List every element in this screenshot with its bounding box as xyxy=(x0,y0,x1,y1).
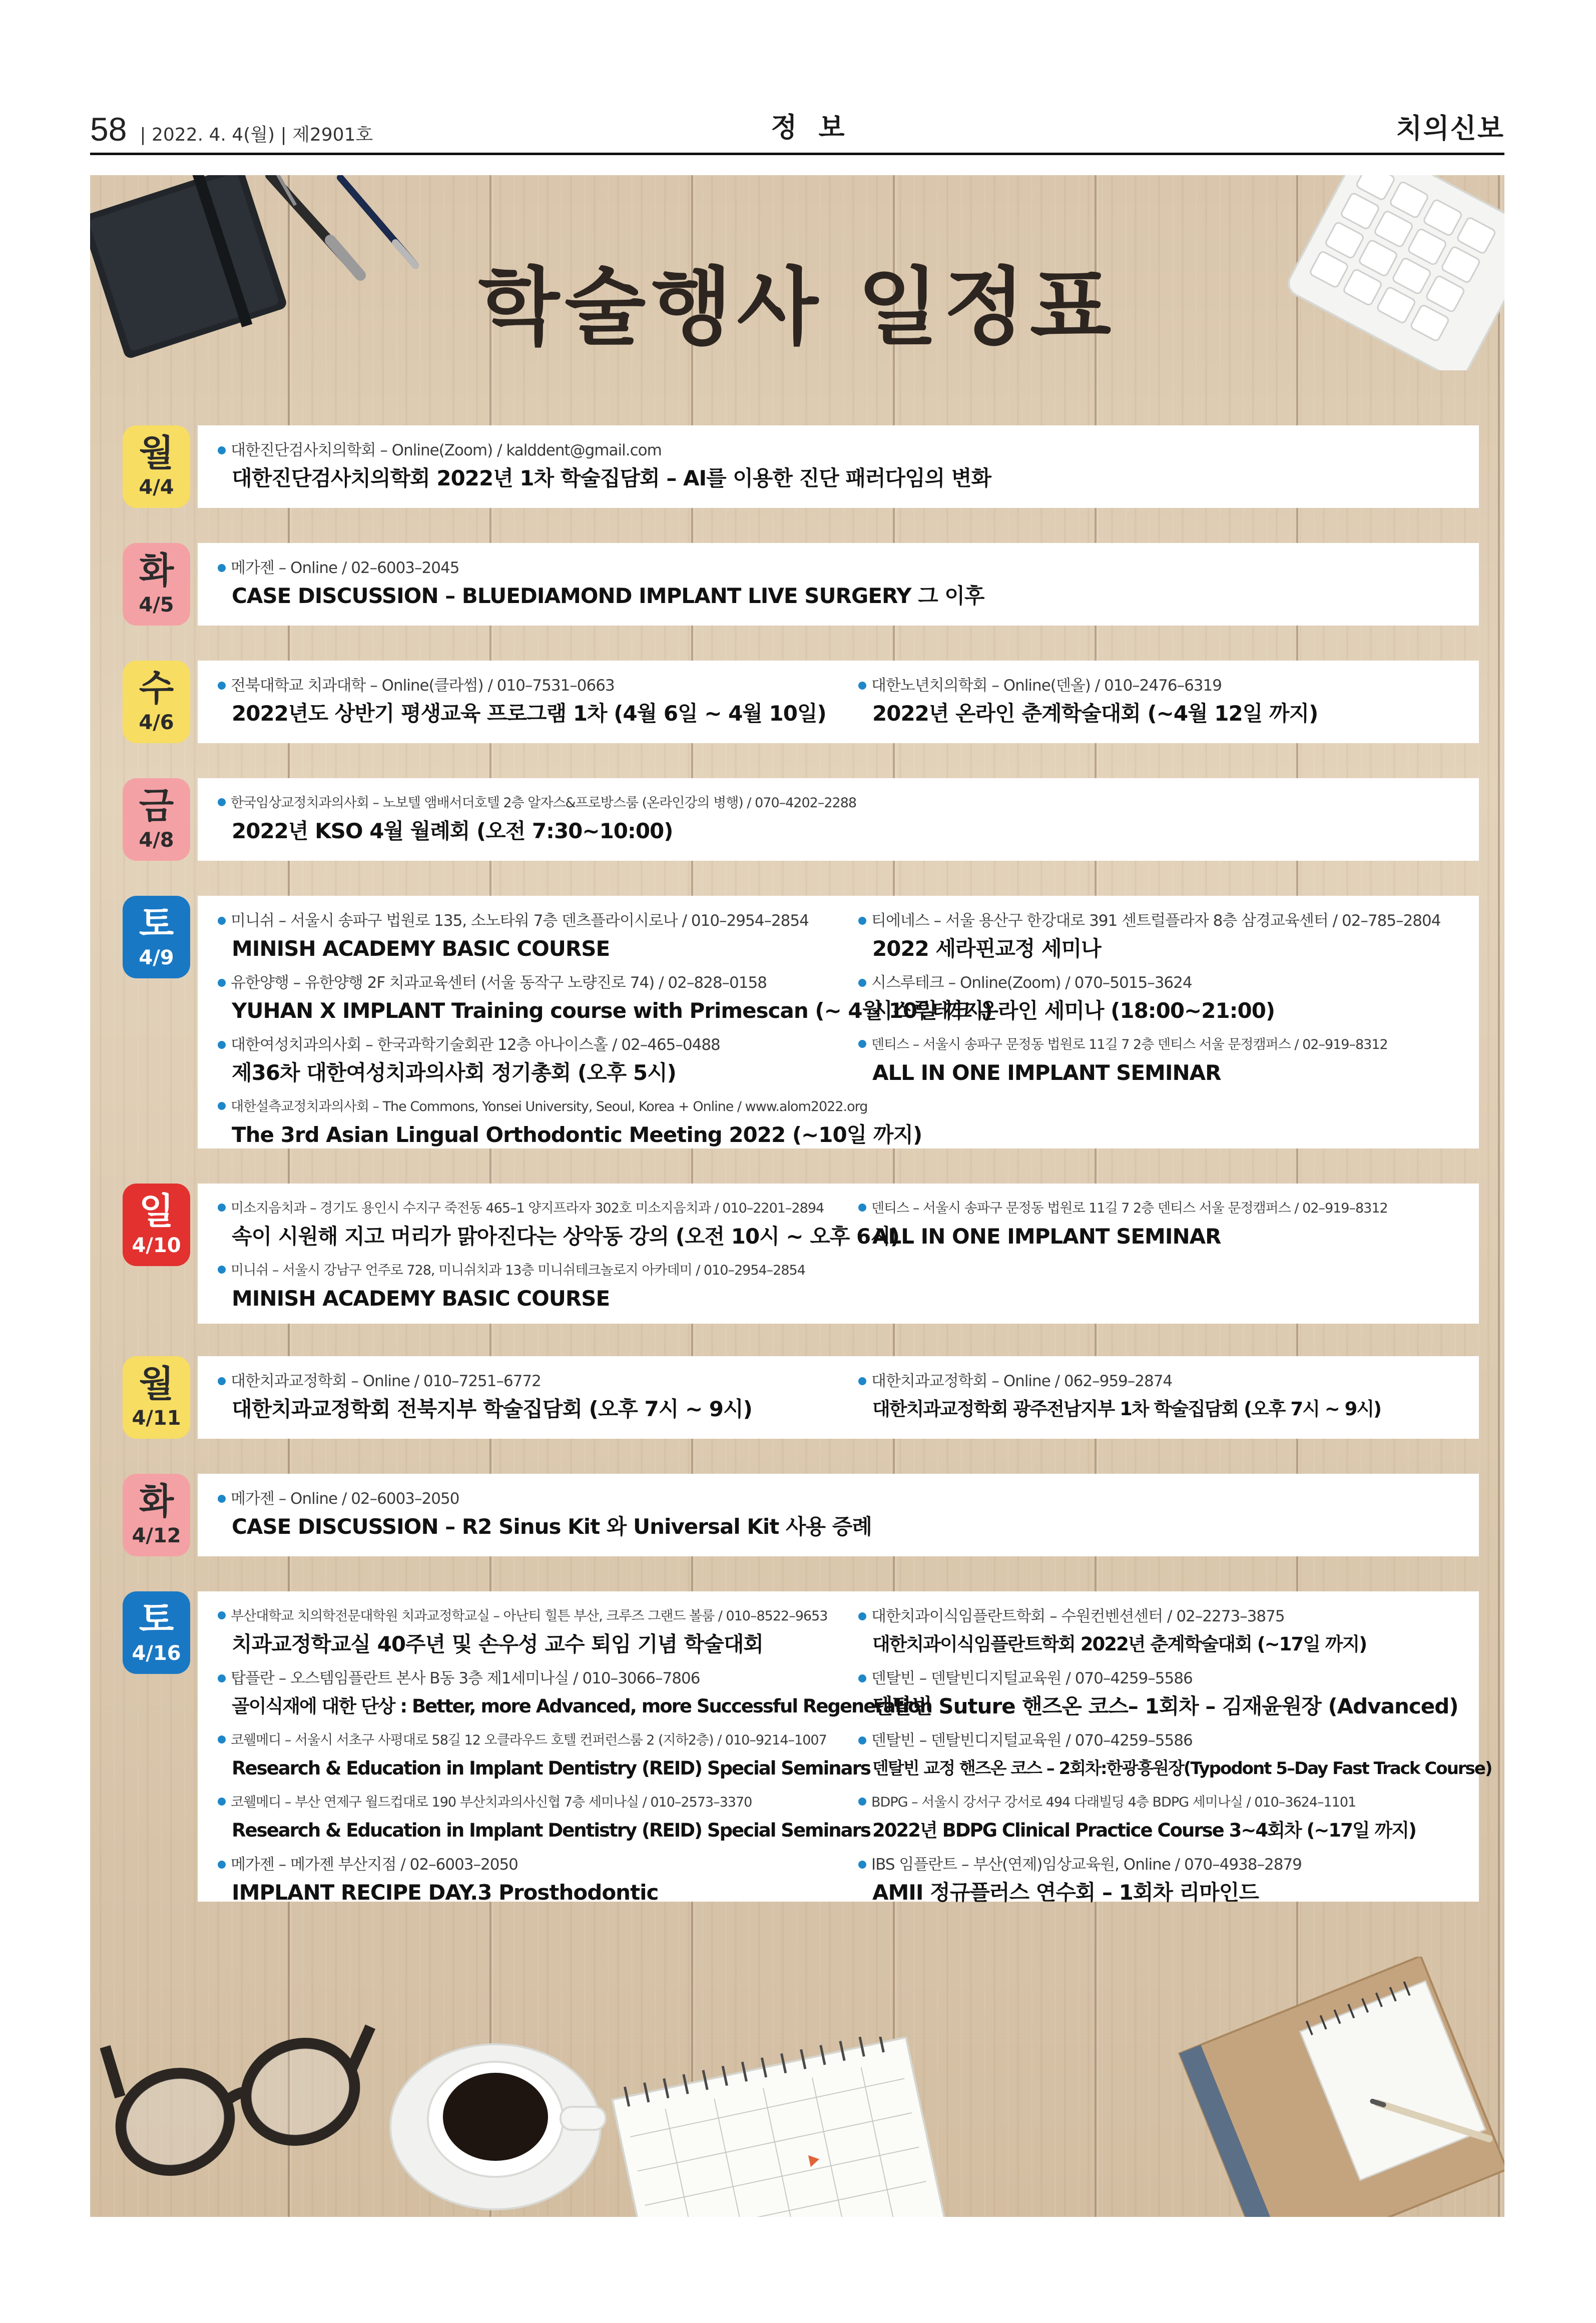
event-meta: 메가젠 – Online / 02–6003–2050 xyxy=(218,1486,848,1512)
event-title: YUHAN X IMPLANT Training course with Primescan (~ 4월 10일 까지) xyxy=(232,998,992,1023)
event-entry xyxy=(858,1368,1479,1424)
event-title: 덴탈빈 Suture 핸즈온 코스– 1회차 – 김재윤원장 (Advanced) xyxy=(872,1694,1458,1718)
schedule-column-right xyxy=(858,673,1479,735)
schedule-board xyxy=(90,175,1504,2217)
event-entry xyxy=(218,1852,848,1908)
event-title: 골이식재에 대한 단상 : Better, more Advanced, more Successful Regeneration xyxy=(232,1695,932,1717)
bullet-icon xyxy=(858,917,866,925)
issue-info xyxy=(90,110,373,148)
event-meta: 대한치과교정학회 – Online / 010–7251–6772 xyxy=(218,1368,848,1394)
bullet-icon xyxy=(218,564,226,572)
bullet-icon xyxy=(218,1735,226,1744)
bullet-icon xyxy=(858,1612,866,1620)
day-date: 4/8 xyxy=(139,828,174,852)
day-date: 4/11 xyxy=(132,1406,181,1430)
bullet-icon xyxy=(218,1861,226,1869)
day-date: 4/12 xyxy=(132,1524,181,1547)
event-meta: 대한치과교정학회 – Online / 062–959–2874 xyxy=(858,1368,1479,1394)
event-title: 2022년도 상반기 평생교육 프로그램 1차 (4월 6일 ~ 4월 10일) xyxy=(232,701,826,726)
event-entry xyxy=(218,673,848,729)
event-title: 2022년 KSO 4월 월례회 (오전 7:30~10:00) xyxy=(232,819,673,843)
issue-date: | 2022. 4. 4(월) | 제2901호 xyxy=(140,125,373,145)
event-entry xyxy=(218,1196,899,1252)
day-date: 4/16 xyxy=(132,1641,181,1665)
event-title: Research & Education in Implant Dentistry (REID) Special Seminars xyxy=(232,1820,870,1841)
bullet-icon xyxy=(858,682,866,690)
bullet-icon xyxy=(858,1377,866,1385)
event-entry xyxy=(218,1727,870,1784)
day-tab xyxy=(123,1184,190,1266)
schedule-column-left xyxy=(218,1196,899,1320)
day-of-week: 토 xyxy=(139,1597,174,1640)
bullet-icon xyxy=(858,1674,866,1682)
day-of-week: 토 xyxy=(139,902,174,944)
event-entry xyxy=(218,970,992,1026)
day-date: 4/4 xyxy=(139,475,174,499)
event-entry xyxy=(858,673,1479,729)
event-title: 제36차 대한여성치과의사회 정기총회 (오후 5시) xyxy=(232,1060,676,1085)
day-date: 4/9 xyxy=(139,946,174,969)
event-entry xyxy=(858,908,1479,964)
event-meta: 부산대학교 치의학전문대학원 치과교정학교실 – 아난티 힐튼 부산, 크루즈 그랜드 볼룸 / 010–8522–9653 xyxy=(218,1603,848,1629)
event-entry xyxy=(858,1032,1479,1088)
day-date: 4/5 xyxy=(139,593,174,617)
day-tab xyxy=(123,896,190,978)
bullet-icon xyxy=(218,446,226,454)
event-meta: 시스루테크 – Online(Zoom) / 070–5015–3624 xyxy=(858,970,1479,996)
header-rule xyxy=(90,153,1504,155)
day-tab xyxy=(123,543,190,626)
bullet-icon xyxy=(218,1102,226,1110)
event-entry xyxy=(218,437,991,493)
event-meta: 대한노년치의학회 – Online(덴올) / 010–2476–6319 xyxy=(858,673,1479,699)
day-date: 4/6 xyxy=(139,711,174,734)
bullet-icon xyxy=(858,1040,866,1048)
day-tab xyxy=(123,778,190,861)
event-meta: 덴티스 – 서울시 송파구 문정동 법원로 11길 7 2층 덴티스 서울 문정캠퍼스 / 02–919–8312 xyxy=(858,1196,1479,1222)
masthead xyxy=(90,100,1504,155)
schedule-column-right xyxy=(858,1368,1479,1430)
event-title: IMPLANT RECIPE DAY.3 Prosthodontic xyxy=(232,1880,659,1905)
event-entry xyxy=(858,1603,1479,1659)
event-title: 덴탈빈 교정 핸즈온 코스 – 2회차:한광흥원장(Typodont 5–Day Fast Track Course) xyxy=(872,1759,1492,1779)
schedule-column-left xyxy=(218,555,984,617)
event-title: 대한치과교정학회 광주전남지부 1차 학술집담회 (오후 7시 ~ 9시) xyxy=(872,1398,1381,1420)
event-entry xyxy=(218,790,857,846)
event-title: MINISH ACADEMY BASIC COURSE xyxy=(232,1286,610,1311)
schedule-column-right xyxy=(858,1196,1479,1258)
event-title: AMII 정규플러스 연수회 – 1회차 리마인드 xyxy=(872,1880,1259,1905)
day-of-week: 월 xyxy=(139,1362,174,1405)
schedule-column-right xyxy=(858,1603,1492,1914)
coffee-cup-icon xyxy=(380,2017,621,2217)
schedule-column-left xyxy=(218,1368,848,1430)
event-title: 속이 시원해 지고 머리가 맑아진다는 상악동 강의 (오전 10시 ~ 오후 6시) xyxy=(232,1224,899,1249)
kraft-notebook-icon xyxy=(1166,1957,1504,2217)
day-of-week: 화 xyxy=(139,549,174,592)
schedule-card xyxy=(198,1591,1492,1905)
bullet-icon xyxy=(218,1495,226,1503)
schedule-card xyxy=(198,661,1479,743)
bullet-icon xyxy=(218,1611,226,1619)
day-of-week: 금 xyxy=(139,784,174,827)
schedule-card xyxy=(198,1356,1479,1439)
bullet-icon xyxy=(858,1736,866,1745)
schedule-card xyxy=(198,896,1479,1148)
schedule-column-left xyxy=(218,790,857,852)
bullet-icon xyxy=(218,682,226,690)
event-title: 대한치과교정학회 전북지부 학술집담회 (오후 7시 ~ 9시) xyxy=(232,1397,752,1421)
bullet-icon xyxy=(218,798,226,806)
bullet-icon xyxy=(858,979,866,987)
event-entry xyxy=(218,908,848,964)
event-meta: 코웰메디 – 부산 연제구 월드컵대로 190 부산치과의사신협 7층 세미나실 / 010–2573–3370 xyxy=(218,1790,848,1816)
event-title: MINISH ACADEMY BASIC COURSE xyxy=(232,936,610,961)
event-title: 시스루테크 온라인 세미나 (18:00~21:00) xyxy=(872,998,1275,1023)
event-title: 대한진단검사치의학회 2022년 1차 학술집담회 – AI를 이용한 진단 패러다임의 변화 xyxy=(232,466,991,490)
event-meta: 덴탈빈 – 덴탈빈디지털교육원 / 070–4259–5586 xyxy=(858,1727,1479,1754)
event-meta: 한국임상교정치과의사회 – 노보텔 앰배서더호텔 2층 알자스&프로방스룸 (온라인강의 병행) / 070–4202–2288 xyxy=(218,790,848,816)
schedule-column-left xyxy=(218,437,991,499)
event-entry xyxy=(218,1368,848,1424)
event-title: 2022 세라핀교정 세미나 xyxy=(872,936,1101,961)
event-meta: BDPG – 서울시 강서구 강서로 494 다래빌딩 4층 BDPG 세미나실 / 010–3624–1101 xyxy=(858,1790,1479,1816)
bullet-icon xyxy=(218,1204,226,1212)
event-meta: 유한양행 – 유한양행 2F 치과교육센터 (서울 동작구 노량진로 74) / 02–828–0158 xyxy=(218,970,848,996)
day-of-week: 수 xyxy=(139,667,174,709)
event-meta: 미소지음치과 – 경기도 용인시 수지구 죽전동 465–1 양지프라자 302호 미소지음치과 / 010–2201–2894 xyxy=(218,1196,848,1222)
schedule-column-right xyxy=(858,908,1479,1094)
schedule-card xyxy=(198,778,1479,861)
event-title: ALL IN ONE IMPLANT SEMINAR xyxy=(872,1224,1221,1249)
newspaper-name: 치의신보 xyxy=(1396,113,1504,144)
schedule-column-left xyxy=(218,1486,872,1548)
day-tab xyxy=(123,1356,190,1439)
event-meta: 메가젠 – 메가젠 부산지점 / 02–6003–2050 xyxy=(218,1852,848,1878)
event-meta: 덴탈빈 – 덴탈빈디지털교육원 / 070–4259–5586 xyxy=(858,1665,1479,1691)
event-entry xyxy=(218,1665,932,1721)
bullet-icon xyxy=(218,1266,226,1274)
event-title: 대한치과이식임플란트학회 2022년 춘계학술대회 (~17일 까지) xyxy=(872,1633,1367,1655)
event-entry xyxy=(218,1790,870,1846)
day-of-week: 화 xyxy=(139,1480,174,1522)
event-entry xyxy=(218,1486,872,1542)
event-title: 2022년 온라인 춘계학술대회 (~4월 12일 까지) xyxy=(872,701,1318,726)
event-meta: 미니쉬 – 서울시 송파구 법원로 135, 소노타워 7층 덴츠플라이시로나 / 010–2954–2854 xyxy=(218,908,848,934)
day-of-week: 일 xyxy=(139,1190,174,1232)
event-meta: 대한설측교정치과의사회 – The Commons, Yonsei University, Seoul, Korea + Online / www.alom2022.org xyxy=(218,1094,848,1120)
bullet-icon xyxy=(218,1798,226,1806)
day-date: 4/10 xyxy=(132,1234,181,1257)
event-meta: 코웰메디 – 서울시 서초구 사평대로 58길 12 오클라우드 호텔 컨퍼런스룸 2 (지하2층) / 010–9214–1007 xyxy=(218,1727,848,1754)
page-title: 학술행사 일정표 xyxy=(478,258,1117,356)
event-entry xyxy=(218,555,984,611)
day-tab xyxy=(123,661,190,743)
event-meta: 미니쉬 – 서울시 강남구 언주로 728, 미니쉬치과 13층 미니쉬테크놀로지 아카데미 / 010–2954–2854 xyxy=(218,1258,848,1284)
event-meta: IBS 임플란트 – 부산(연제)임상교육원, Online / 070–4938–2879 xyxy=(858,1852,1479,1878)
eyeglasses-icon xyxy=(100,2017,380,2197)
bullet-icon xyxy=(218,1377,226,1385)
event-meta: 대한치과이식임플란트학회 – 수원컨벤션센터 / 02–2273–3875 xyxy=(858,1603,1479,1629)
bullet-icon xyxy=(858,1861,866,1869)
event-title: Research & Education in Implant Dentistry (REID) Special Seminars xyxy=(232,1758,870,1779)
day-tab xyxy=(123,1591,190,1674)
schedule-card xyxy=(198,1184,1479,1324)
event-meta: 대한여성치과의사회 – 한국과학기술회관 12층 아나이스홀 / 02–465–0488 xyxy=(218,1032,848,1058)
event-entry xyxy=(858,1196,1479,1252)
event-meta: 전북대학교 치과대학 – Online(클라썸) / 010–7531–0663 xyxy=(218,673,848,699)
day-of-week: 월 xyxy=(139,431,174,474)
event-title: The 3rd Asian Lingual Orthodontic Meeting 2022 (~10일 까지) xyxy=(232,1122,922,1147)
section-name: 정 보 xyxy=(771,112,851,143)
page-number: 58 xyxy=(90,111,127,148)
bullet-icon xyxy=(218,917,226,925)
event-meta: 덴티스 – 서울시 송파구 문정동 법원로 11길 7 2층 덴티스 서울 문정캠퍼스 / 02–919–8312 xyxy=(858,1032,1479,1058)
event-entry xyxy=(218,1094,922,1150)
event-meta: 탑플란 – 오스템임플란트 본사 B동 3층 제1세미나실 / 010–3066–7806 xyxy=(218,1665,848,1691)
bullet-icon xyxy=(858,1204,866,1212)
bullet-icon xyxy=(218,1674,226,1682)
event-title: 치과교정학교실 40주년 및 손우성 교수 퇴임 기념 학술대회 xyxy=(232,1632,763,1656)
event-entry xyxy=(218,1258,848,1314)
event-entry xyxy=(218,1603,848,1659)
schedule-card xyxy=(198,1474,1479,1556)
bullet-icon xyxy=(858,1798,866,1806)
event-entry xyxy=(858,1665,1479,1721)
day-tab xyxy=(123,1474,190,1556)
schedule-card xyxy=(198,543,1479,626)
event-meta: 대한진단검사치의학회 – Online(Zoom) / kalddent@gmail.com xyxy=(218,437,848,463)
schedule-column-left xyxy=(218,1603,932,1914)
schedule-card xyxy=(198,425,1479,508)
event-entry xyxy=(858,1790,1479,1846)
event-entry xyxy=(858,970,1479,1026)
event-title: CASE DISCUSSION – R2 Sinus Kit 와 Universal Kit 사용 증례 xyxy=(232,1514,872,1539)
schedule-column-left xyxy=(218,673,848,735)
event-entry xyxy=(858,1852,1479,1908)
event-meta: 메가젠 – Online / 02–6003–2045 xyxy=(218,555,848,581)
event-entry xyxy=(218,1032,848,1088)
day-tab xyxy=(123,425,190,508)
event-meta: 티에네스 – 서울 용산구 한강대로 391 센트럴플라자 8층 삼경교육센터 / 02–785–2804 xyxy=(858,908,1479,934)
event-entry xyxy=(858,1727,1492,1784)
event-title: 2022년 BDPG Clinical Practice Course 3~4회차 (~17일 까지) xyxy=(872,1820,1416,1841)
bullet-icon xyxy=(218,1041,226,1049)
event-title: ALL IN ONE IMPLANT SEMINAR xyxy=(872,1060,1221,1085)
event-title: CASE DISCUSSION – BLUEDIAMOND IMPLANT LIVE SURGERY 그 이후 xyxy=(232,584,984,608)
spiral-notepad-icon xyxy=(596,2037,956,2217)
bullet-icon xyxy=(218,979,226,987)
